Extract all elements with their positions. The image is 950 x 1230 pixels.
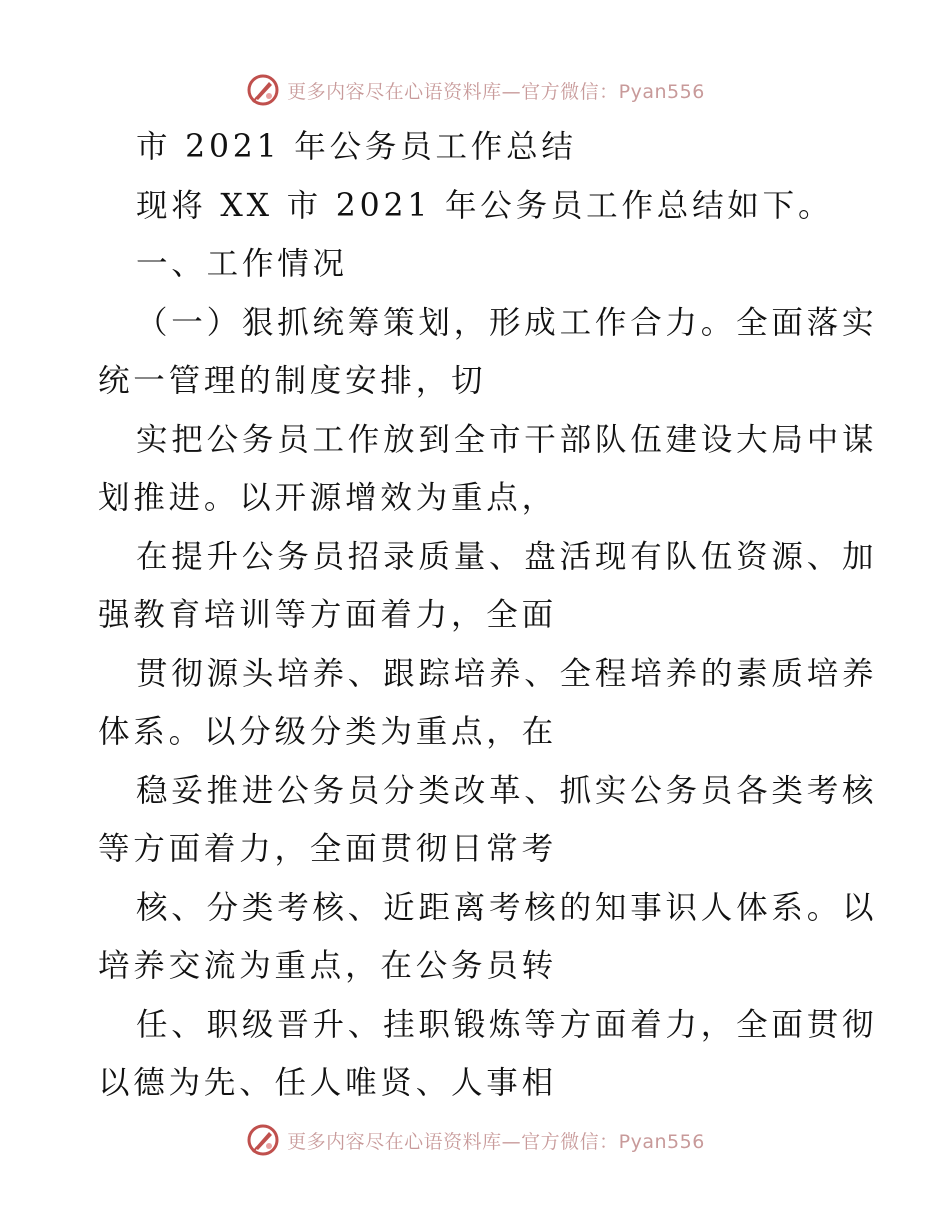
paragraph-line: 统一管理的制度安排，切	[98, 363, 487, 399]
paragraph-line: 等方面着力，全面贯彻日常考	[98, 831, 557, 867]
paragraph-line: 任、职级晋升、挂职锻炼等方面着力，全面贯彻	[136, 1006, 878, 1043]
document-title: 市 2021 年公务员工作总结	[136, 129, 577, 165]
paragraph-line: 以德为先、任人唯贤、人事相	[98, 1065, 557, 1101]
paragraph-line: （一）狠抓统筹策划，形成工作合力。全面落实	[136, 304, 878, 341]
section-heading: 一、工作情况	[136, 246, 348, 282]
watermark-text: 更多内容尽在心语资料库—官方微信：Pyan556	[287, 80, 705, 103]
quill-logo-icon	[245, 72, 281, 108]
paragraph-line: 现将 XX 市 2021 年公务员工作总结如下。	[136, 187, 834, 224]
quill-logo-icon	[245, 1122, 281, 1158]
paragraph-line: 划推进。以开源增效为重点，	[98, 480, 557, 516]
header-watermark	[0, 70, 950, 110]
paragraph-line: 体系。以分级分类为重点，在	[98, 714, 557, 750]
paragraph-line: 贯彻源头培养、跟踪培养、全程培养的素质培养	[136, 655, 878, 692]
watermark-text: 更多内容尽在心语资料库—官方微信：Pyan556	[287, 1130, 705, 1153]
paragraph-line: 强教育培训等方面着力，全面	[98, 597, 557, 633]
paragraph-line: 实把公务员工作放到全市干部队伍建设大局中谋	[136, 421, 878, 458]
document-body	[98, 118, 878, 1113]
footer-watermark	[0, 1120, 950, 1160]
paragraph-line: 核、分类考核、近距离考核的知事识人体系。以	[136, 889, 878, 926]
paragraph-line: 在提升公务员招录质量、盘活现有队伍资源、加	[136, 538, 878, 575]
paragraph-line: 培养交流为重点，在公务员转	[98, 948, 557, 984]
paragraph-line: 稳妥推进公务员分类改革、抓实公务员各类考核	[136, 772, 878, 809]
